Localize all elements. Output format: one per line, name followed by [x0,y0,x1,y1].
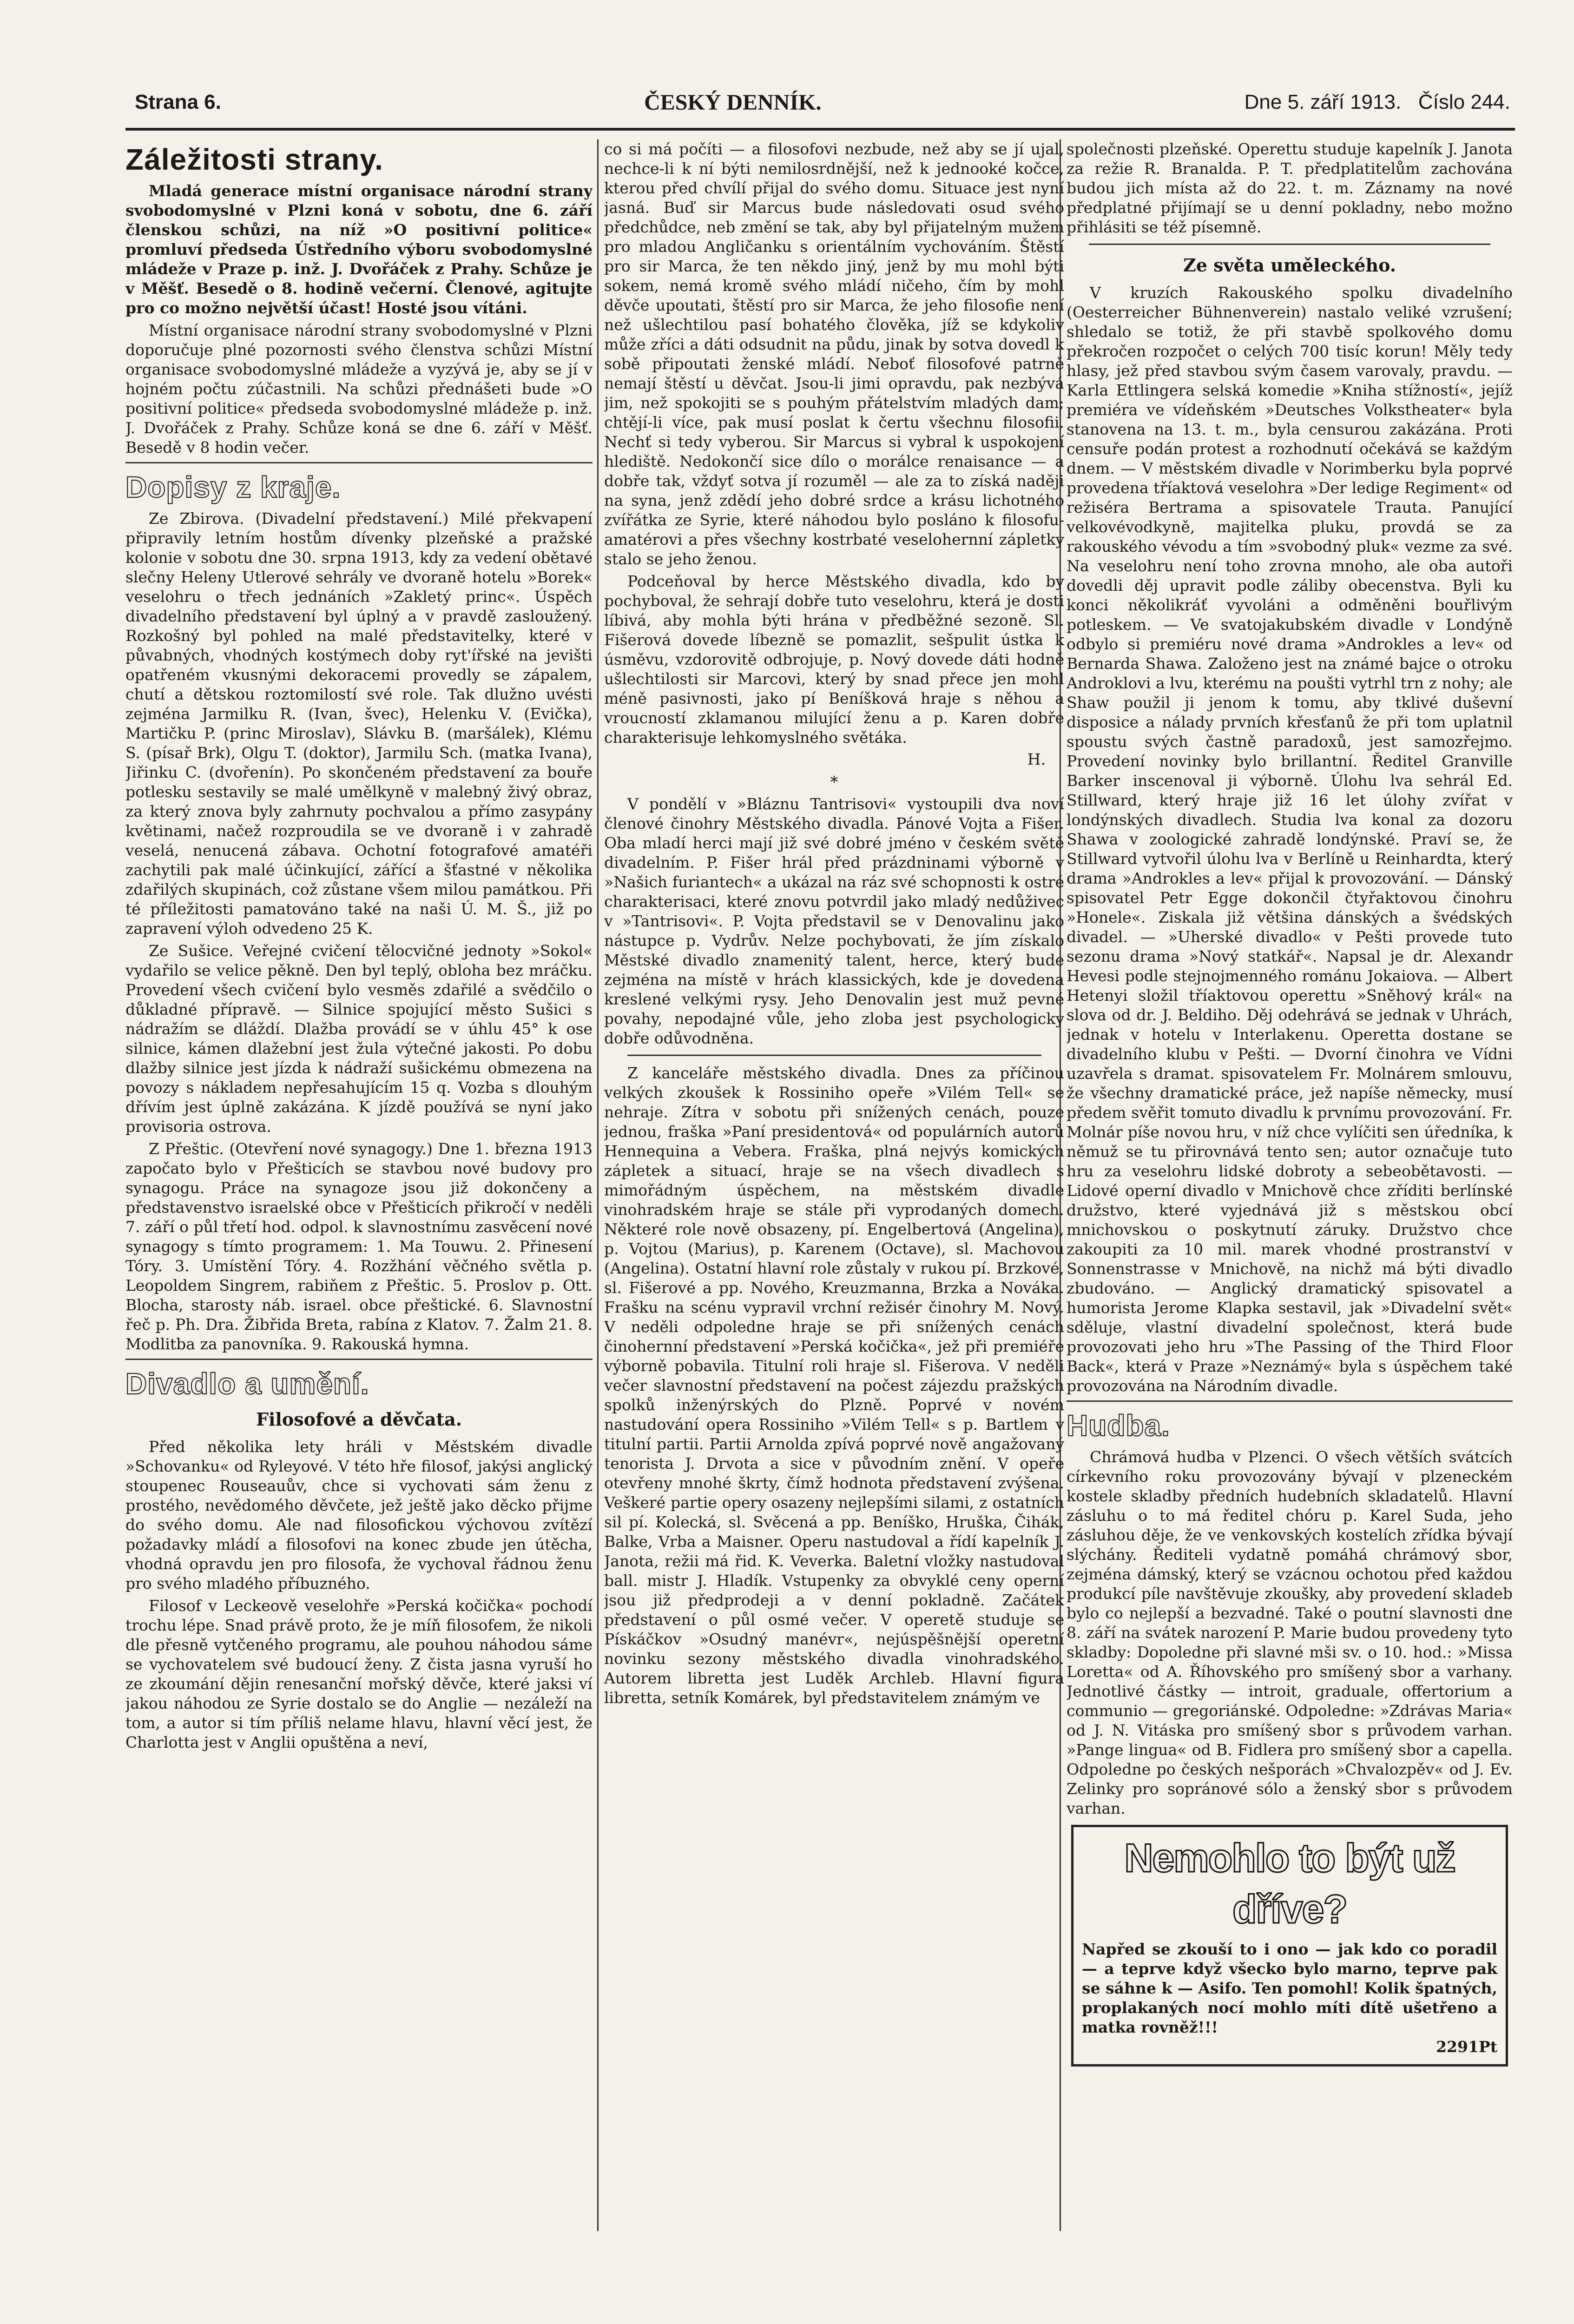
divider [1089,244,1490,245]
divider [125,1359,593,1360]
header-rule [125,128,1515,131]
article-paragraph: Filosof v Leckeově veselohře »Perská kočička« pochodí trochu lépe. Snad právě proto, že je míň filosofem, že nikoli dle přesně vytčeného programu, ale pouhou náhodou sáme se vychovatelem své budoucí ženy. Z čista jasna vyruší ho ze zkoumání dějin renesanční mořský děvče, které jaksi ví jakou náhodou ze Syrie dostalo se do Anglie — nezáleží na tom, a autor si tím příliš nelame hlavu, hlavní věcí jest, že Charlotta jest v Anglii opuštěna a neví, [125,1597,593,1751]
column-2 [604,139,1064,2231]
article-paragraph: společnosti plzeňské. Operettu studuje kapelník J. Janota za režie R. Branalda. P. T. předplatitelům zachována budou jich místa až do 22. t. m. Záznamy na nové předplatné přijímají se u denní pokladny, nebo možno přihlásiti se též písemně. [1067,140,1513,236]
article-paragraph: Ze Zbirova. (Divadelní představení.) Milé překvapení připravily letním hostům dívenky plzeňské a pražské kolonie v sobotu dne 30. srpna 1913, kdy za vedení obětavé slečny Heleny Utlerové sehrály ve dvoraně hotelu »Borek« veselohru o třech jednáních »Zakletý princ«. Úspěch divadelního představení byl úplný a v pravdě zasloužený. Rozkošný byl pohled na malé představitelky, které v půvabných, vhodných kostýmech doby ryt'ířské na jevišti opatřeném vkusnými dekoracemi provedly se zápalem, chutí a dětskou roztomilostí své role. Tak dlužno uvésti zejména Jarmilku R. (Ivan, švec), Helenku V. (Evička), Martičku P. (princ Miroslav), Slávku B. (maršálek), Klému S. (písař Brk), Olgu T. (doktor), Jarmilu Sch. (matka Ivana), Jiřinku C. (dvořenín). Po skončeném představení za bouře potlesku sestavily se malé umělkyně v malebný živý obraz, za který znova byly zahrnuty pochvalou a přímo zasypány květinami, načež rozproudila se ve dvoraně i v zahradě veselá, nenucená zábava. Ochotní fotografové amatéři zachytili pak malé účinkující, zářící a šťastné v několika zdařilých skupinách, což zůstane všem milou památkou. Při té příležitosti pamatováno také na naši Ú. M. Š., již po zapravení výloh odvedeno 25 K. [125,509,593,938]
column-1 [125,139,593,2231]
article-paragraph: Z Přeštic. (Otevření nové synagogy.) Dne 1. března 1913 započato bylo v Přešticích se stavbou nové budovy pro synagogu. Práce na synagoze jsou již dokončeny a představenstvo israelské obce v Přešticích přikročí v neděli 7. září o půl třetí hod. odpol. k slavnostnímu zasvěcení nové synagogy s tímto programem: 1. Ma Touwu. 2. Přinesení Tóry. 3. Umístění Tóry. 4. Rozžhání věčného světla p. Leopoldem Singrem, rabiňem z Přeštic. 5. Proslov p. Ott. Blocha, starosty náb. israel. obce přeštické. 6. Slavnostní řeč p. Ph. Dra. Žibřida Breta, rabína z Klatov. 7. Žalm 21. 8. Modlitba za panovníka. 9. Rakouská hymna. [125,1140,593,1353]
section-heading-party: Záležitosti strany. [125,143,383,176]
issue-number: Číslo 244. [1418,91,1510,113]
article-paragraph: co si má počíti — a filosofovi nezbude, než aby se jí ujal, nechce-li k ní býti nemilosrdnější, než k jednooké kočce, kterou před chvílí přijal do svého domu. Situace jest nyní jasná. Buď sir Marcus bude následovati osud svého předchůdce, neb změní se tak, aby byl přijatelným mužem pro mladou Angličanku s orientálním vychováním. Štěstí pro sir Marca, že ten někdo jiný, jenž by mu mohl býti sokem, nemá kromě svého mládí ničeho, čím by mohl děvče upoutati, štěstí pro sir Marca, že jeho filosofie není než ušlechtilou pasí bohatého člověka, jíž se kdykoliv může zříci a dáti odsudnit na půdu, jinak by sotva dovedl k sobě připoutati ženské mládí. Neboť filosofové patrně nemají štěstí u děvčat. Jsou-li jimi opravdu, pak nezbývá jim, než spokojiti se s pouhým přátelstvím mladých dam; chtějí-li více, pak musí poslat k čertu všechnu filosofii. Nechť si tedy vyberou. Sir Marcus si vybral k uspokojení hlediště. Nedokončí sice dílo o morálce renaisance — a dobře tak, vždyť sotva jí rozuměl — ale za to získá naději na syna, jenž zdědí jeho dobré srdce a krásu lichotného zvířátka ze Syrie, které náhodou bylo posláno k filosofu-amatérovi a přes všechny kostrbaté veselohernní zápletky stalo se jeho ženou. [604,140,1064,568]
separator-star: * [830,773,838,792]
article-paragraph: Podceňoval by herce Městského divadla, kdo by pochyboval, že sehrají dobře tuto veselohru, která je dosti líbivá, aby mohla býti hrána v předběžné sezoně. Sl. Fišerová dovede líbezně se pomazlit, sešpulit ústka k úsměvu, vzdorovitě odbrojuje, p. Nový dovede dáti hodně ušlechtilosti sir Marcovi, který by snad přece jen mohl méně pasivnosti, jako pí Beníšková hraje s něhou a vroucností zklamanou milující ženu a p. Karen dobře charakterisuje lehkomyslného světáka. [604,572,1064,746]
section-heading-music: Hudba. [1067,1409,1170,1442]
article-paragraph: V pondělí v »Bláznu Tantrisovi« vystoupili dva noví členové činohry Městského divadla. Pánové Vojta a Fišer. Oba mladí herci mají již své dobré jméno v českém světě divadelním. P. Fišer hrál před prázdninami výborně v »Našich furiantech« a ukázal na ráz své schopnosti k ostré charakterisaci, které znovu potvrdil jako mladý nedůživec v »Tantrisovi«. P. Vojta představil se v Denovalinu jako nástupce p. Vydrův. Nelze pochybovati, že jím získalo Městské divadlo znamenitý talent, herce, který bude zejména na místě v hrách klassických, kde je dovedena kreslené velkými rysy. Jeho Denovalin jest muž pevné povahy, nepodajné vůle, jeho zloba jest psychologicky dobře odůvodněna. [604,795,1064,1047]
issue-date [1245,91,1510,114]
article-paragraph: Ze Sušice. Veřejné cvičení tělocvičné jednoty »Sokol« vydařilo se velice pěkně. Den byl teplý, obloha bez mráčku. Provedení všech cvičení bylo vesměs zdařilé a svědčilo o důkladné přípravě. — Silnice spojující město Sušici s nádražím se dláždí. Dlažba provádí se v úhlu 45° k ose silnice, kámen dlažební jest žula výtečné jakosti. Po dobu dlažby silnice jest jízda k nádraží sušickému obmezena na povozy s nákladem nepřesahujícím 15 q. Vozba s dlouhým dřívím jest úplně zakázána. K jízdě používá se nyní jako provisoria ostrova. [125,942,593,1136]
ad-headline: Nemohlo to být už dříve? [1124,1836,1455,1932]
section-heading-theatre: Divadlo a umění. [125,1367,369,1400]
ad-text: Napřed se zkouší to i ono — jak kdo co poradil — a teprve když všecko bylo marno, teprve pak se sáhne k — Asifo. Ten pomohl! Kolik špatných, proplakaných nocí mohlo míti dítě ušetřeno a matka rovněž!!! [1082,1940,1497,2036]
masthead: ČESKÝ DENNÍK. [644,90,822,115]
running-head [135,81,1510,123]
advertisement [1071,1825,1508,2067]
section-heading-letters: Dopisy z kraje. [125,470,341,504]
column-3 [1067,139,1513,2231]
divider [125,462,593,463]
article-paragraph: Mladá generace místní organisace národní strany svobodomyslné v Plzni koná v sobotu, dne 6. září členskou schůzi, na níž »O positivní politice« promluví předseda Ústředního výboru svobodomyslné mládeže v Praze p. inž. J. Dvořáček z Prahy. Schůze je v Měšť. Besedě o 8. hodině večerní. Členové, agitujte pro co možno největší účast! Hosté jsou vítáni. [125,182,593,317]
article-paragraph: Před několika lety hráli v Městském divadle »Schovanku« od Ryleyové. V této hře filosof, jakýsi anglický stoupenec Rouseauův, chce si vychovati sám ženu z prostého, nevědomého děvčete, jež ještě jako děcko přijme do svého domu. Ale nad filosofickou výchovou zvítězí požadavky mládí a filosofovi na konec zbude jen útěcha, vhodná opravdu jen pro filosofa, že vychoval řádnou ženu pro svého mladého příbuzného. [125,1438,593,1592]
divider [1067,1400,1513,1402]
article-paragraph: Místní organisace národní strany svobodomyslné v Plzni doporučuje plné pozornosti svého členstva schůzi Místní organisace svobodomyslné mládeže a vyzývá je, aby se jí v hojném počtu zúčastnili. Na schůzi přednášeti bude »O positivní politice« předseda svobodomyslné mládeže p. inž. J. Dvořáček z Prahy. Schůze koná se dne 6. září v Měšť. Besedě v 8 hodin večer. [125,321,593,456]
article-paragraph: V kruzích Rakouského spolku divadelního (Oesterreicher Bühnenverein) nastalo veliké vzrušení; shledalo se totiž, že při stavbě spolkového domu překročen rozpočet o celých 700 tisíc korun! Měly tedy hlasy, jež před stavbou svým časem varovaly, pravdu. — Karla Ettlingera selská komedie »Kniha stížností«, jejíž premiéra ve vídeňském »Deutsches Volkstheater« byla stanovena na 13. t. m., byla censurou zakázána. Proti censuře podán protest a rozhodnutí očekává se každým dnem. — V městském divadle v Norimberku byla poprvé provedena tříaktová veselohra »Der ledige Regiment« od režiséra Bertrama a spisovatele Trauta. Panující velkovévodkyně, majitelka pluku, provdá se za rakouského vévodu a tím »svobodný pluk« vezme za své. Na veselohru není toho zrovna mnoho, ale oba autoři dovedli děj upravit podle záliby obecenstva. Byli ku konci několikráť vyvoláni a odměněni bouřlivým potleskem. — Ve svatojakubském divadle v Londýně odbylo si premiéru nové drama »Androkles a lev« od Bernarda Shawa. Založeno jest na známé bajce o otroku Androklovi a lvu, kterému na poušti vytrhl trn z nohy; ale Shaw použil ji jenom k tomu, aby tklivé duševní disposice a nálady prvních křesťanů že při tom uplatnil spoustu svých častně paradoxů, jest samozřejmo. Provedení novinky bylo brillantní. Ředitel Granville Barker inscenoval ji výborně. Úlohu lva sehrál Ed. Stillward, který hraje již 16 let úlohy zvířat v londýnských divadlech. Studia lva konal za dozoru Shawa v zoologické zahradě londýnské. Praví se, že Stillward vytvořil úlohu lva v Berlíně u Reinhardta, který drama »Androkles a lev« přijal k provozování. — Dánský spisovatel Petr Egge dokončil čtyřaktovou činohru »Honele«. Ziskala již většina dánských a švédských divadel. — »Uherské divadlo« v Pešti provede tuto sezonu drama »Nový statkář«. Napsal je dr. Alexandr Hevesi podle stejnojmenného románu Jokaiova. — Albert Hetenyi složil tříaktovou operettu »Sněhový král« na slova od dr. J. Beldiho. Děj odehrává se jednak v Uhrách, jednak v hotelu v Interlakenu. Operetta dostane se divadelního klubu v Pešti. — Dvorní činohra ve Vídni uzavřela s dramat. spisovatelem Fr. Molnárem smlouvu, že všechny dramatické práce, jež napíše německy, musí předem svěřit tomuto divadlu k prvnímu provozování. Fr. Molnár píše novou hru, v níž chce vylíčiti sen úředníka, k němuž se tu přirovnává tento sen; autor označuje tuto hru za veselohru lidské dobroty a sebeobětavosti. — Lidové operní divadlo v Mnichově chce zříditi berlínské družstvo, které vyjednává již s městskou obcí mnichovskou o poskytnutí záruky. Družstvo chce zakoupiti za 10 mil. marek vhodné prostranství v Sonnenstrasse v Mnichově, na nichž má býti divadlo zbudováno. — Anglický dramatický spisovatel a humorista Jerome Klapka sestavil, jak »Divadelní svět« sděluje, vlastní divadelní společnost, která bude provozovati jeho hru »The Passing of the Third Floor Back«, která v Praze »Neznámý« byla s úspěchem také provozována na Národním divadle. [1067,284,1513,1395]
article-paragraph: Chrámová hudba v Plzenci. O všech větších svátcích církevního roku provozovány bývají v plzeneckém kostele skladby předních hudebních skladatelů. Hlavní zásluhu o to má ředitel chóru p. Karel Suda, jeho zásluhou děje, že ve venkovských kostelích zřídka bývají slýchány. Řediteli vydatně pomáhá chrámový sbor, zejména dámský, který se vzácnou ochotou před každou produkcí píle navštěvuje zkoušky, aby provedení skladeb bylo co nejlepší a bezvadné. Také o poutní slavnosti dne 8. září na svátek narození P. Marie budou provedeny tyto skladby: Dopoledne při slavné mši sv. o 10. hod.: »Missa Loretta« od A. Říhovského pro smíšený sbor a varhany. Jednotlivé částky — introit, graduale, offertorium a communio — gregoriánské. Odpoledne: »Zdrávas Maria« od J. N. Vitáska pro smíšený sbor s průvodem varhan. »Pange lingua« od B. Fidlera pro smíšený sbor a capella. Odpoledne po českých nešporách »Chvalozpěv« od J. Ev. Zelinky pro sopránové sólo a ženský sbor s průvodem varhan. [1067,1448,1513,1817]
article-paragraph: Z kanceláře městského divadla. Dnes za příčinou velkých zkoušek k Rossiniho opeře »Vilém Tell« se nehraje. Zítra v sobotu při snížených cenách, pouze jednou, fraška »Paní presidentová« od populárních autorů Hennequina a Vebera. Fraška, plná nejvýs komických zápletek a situací, hraje se na všech divadlech s mimořádným úspěchem, na městském divadle vinohradském hraje se stále při vyprodaných domech. Některé role nově obsazeny, pí. Engelbertová (Angelina), p. Vojtou (Marius), p. Karenem (Octave), sl. Machovou (Angelina). Ostatní hlavní role zůstaly v rukou pí. Brzkové, sl. Fišerové a pp. Nového, Kreuzmanna, Brzka a Nováka. Frašku na scénu vypravil vrchní režisér činohry M. Nový. V neděli odpoledne hraje se při snížených cenách činohernní představení »Perská kočička«, jež při premiéře výborně pobavila. Titulní roli hraje sl. Fišerova. V neděli večer slavnostní představení na počest zájezdu pražských spolků inženýrských do Plzně. Poprvé v novém nastudování opera Rossiniho »Vilém Tell« s p. Bartlem v titulní partii. Partii Arnolda zpívá poprvé nově angažovaný tenorista J. Drvota a sice v původním znění. V opeře otevřeny mnohé škrty, čímž hodnota představení zvýšena. Veškeré partie opery osazeny nejlepšími silami, z ostatních sil pí. Kolecká, sl. Svěcená a pp. Beníško, Hruška, Čihák, Balke, Vrba a Maisner. Operu nastudoval a řídí kapelník J. Janota, režii má řid. K. Veverka. Baletní vložky nastudoval ball. mistr J. Hladík. Vstupenky za obvyklé ceny operní jsou již předprodeji a v denní pokladně. Začátek představení o půl osmé večer. V operetě studuje se Pískáčkov »Osudný manévr«, nejúspěšnější operetní novinku sezony městského divadla vinohradského. Autorem libretta jest Luděk Archleb. Hlavní figura libretta, setník Komárek, byl představitelem známým ve [604,1064,1064,1707]
article-title: Filosofové a děvčata. [256,1409,462,1430]
signature: H. [1027,750,1046,768]
divider [627,1055,1041,1056]
section-heading-art-world: Ze světa uměleckého. [1183,255,1396,276]
column-rule-1 [597,139,599,2231]
page-number: Strana 6. [135,91,221,113]
date: Dne 5. září 1913. [1244,91,1402,113]
ad-code: 2291Pt [1436,2038,1497,2056]
